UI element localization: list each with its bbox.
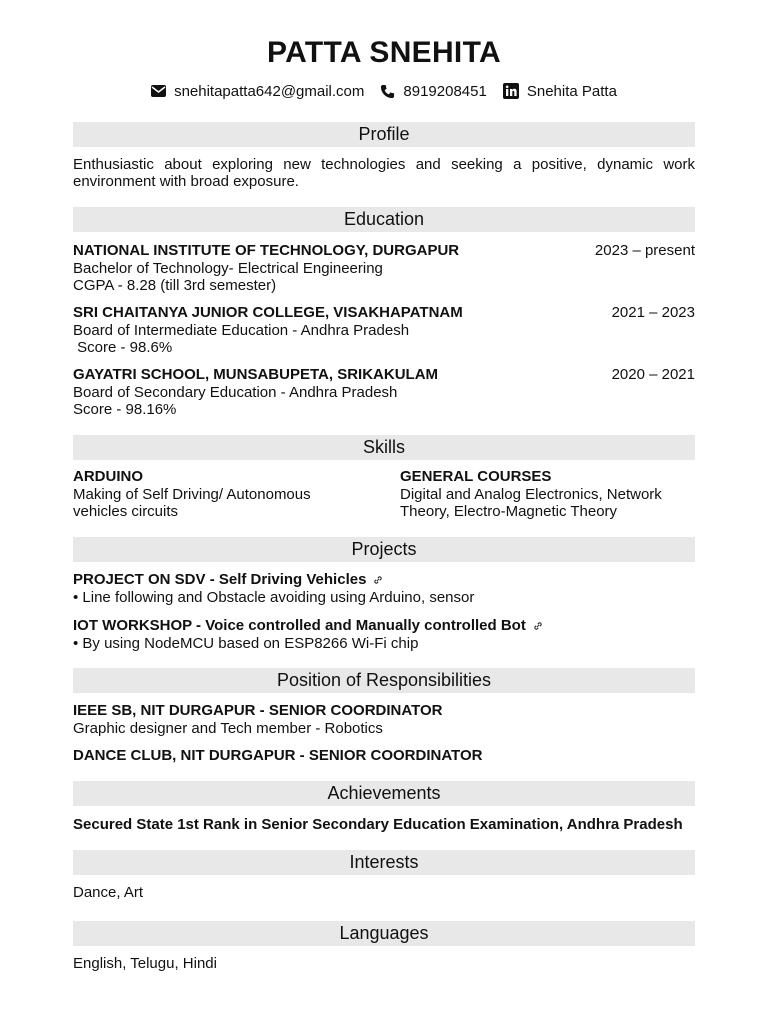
phone-contact[interactable] <box>380 83 486 100</box>
achievements-heading: Achievements <box>73 781 695 806</box>
phone-icon <box>380 84 395 99</box>
education-entry <box>73 366 695 418</box>
skill-block-arduino <box>73 468 373 521</box>
email-contact[interactable] <box>151 83 364 100</box>
education-entry <box>73 242 695 294</box>
position-item <box>73 702 695 737</box>
institution-name: SRI CHAITANYA JUNIOR COLLEGE, VISAKHAPATNAM <box>73 304 463 321</box>
linkedin-text[interactable]: Snehita Patta <box>526 82 617 100</box>
education-heading: Education <box>73 207 695 232</box>
phone-text[interactable]: 8919208451 <box>403 82 487 100</box>
achievement-text: Secured State 1st Rank in Senior Secondary Education Examination, Andhra Pradesh <box>73 816 683 833</box>
skill-detail-line: Making of Self Driving/ Autonomous <box>73 485 311 503</box>
skill-detail-line: Digital and Analog Electronics, Network <box>400 485 662 503</box>
degree-line: Board of Intermediate Education - Andhra Pradesh <box>73 321 410 339</box>
interests-text: Dance, Art <box>73 884 144 901</box>
linkedin-contact[interactable] <box>503 83 617 100</box>
position-title: IEEE SB, NIT DURGAPUR - SENIOR COORDINATOR <box>73 702 443 719</box>
languages-text: English, Telugu, Hindi <box>73 955 217 972</box>
score-line: CGPA - 8.28 (till 3rd semester) <box>73 277 277 294</box>
link-icon[interactable] <box>372 574 384 586</box>
institution-name: NATIONAL INSTITUTE OF TECHNOLOGY, DURGAPUR <box>73 242 460 259</box>
email-text[interactable]: snehitapatta642@gmail.com <box>174 82 365 100</box>
position-detail: Graphic designer and Tech member - Robotics <box>73 719 383 737</box>
project-bullet: • Line following and Obstacle avoiding using Arduino, sensor <box>73 588 475 606</box>
profile-line-1: Enthusiastic about exploring new technologies and seeking a positive, dynamic work <box>73 156 695 173</box>
project-title: IOT WORKSHOP - Voice controlled and Manually controlled Bot <box>73 617 526 634</box>
profile-line-2: environment with broad exposure. <box>73 173 299 190</box>
degree-line: Bachelor of Technology- Electrical Engineering <box>73 259 383 277</box>
institution-name: GAYATRI SCHOOL, MUNSABUPETA, SRIKAKULAM <box>73 366 439 383</box>
education-dates: 2023 – present <box>594 242 695 259</box>
education-dates: 2020 – 2021 <box>611 366 695 383</box>
project-title-row <box>73 617 695 635</box>
score-line: Score - 98.16% <box>73 401 177 418</box>
contact-bar <box>73 81 695 101</box>
profile-heading: Profile <box>73 122 695 147</box>
skills-row <box>73 468 695 520</box>
position-title: DANCE CLUB, NIT DURGAPUR - SENIOR COORDINATOR <box>73 747 483 764</box>
skill-block-general-courses <box>400 468 695 521</box>
skill-title: GENERAL COURSES <box>400 468 552 485</box>
projects-heading: Projects <box>73 537 695 562</box>
candidate-name: PATTA SNEHITA <box>267 36 501 69</box>
skill-detail-line: vehicles circuits <box>73 503 179 520</box>
positions-heading: Position of Responsibilities <box>73 668 695 693</box>
project-item <box>73 571 695 606</box>
score-line: Score - 98.6% <box>73 339 173 356</box>
project-title-row <box>73 571 695 589</box>
project-bullet: • By using NodeMCU based on ESP8266 Wi-Fi chip <box>73 634 419 652</box>
link-icon[interactable] <box>532 620 544 632</box>
project-title: PROJECT ON SDV - Self Driving Vehicles <box>73 571 367 588</box>
degree-line: Board of Secondary Education - Andhra Pradesh <box>73 383 398 401</box>
envelope-icon <box>151 85 166 97</box>
languages-heading: Languages <box>73 921 695 946</box>
skill-title: ARDUINO <box>73 468 143 485</box>
position-item <box>73 747 695 765</box>
skills-heading: Skills <box>73 435 695 460</box>
skill-detail-line: Theory, Electro-Magnetic Theory <box>400 503 618 520</box>
education-entry <box>73 304 695 356</box>
linkedin-icon <box>503 83 519 99</box>
project-item <box>73 617 695 652</box>
education-dates: 2021 – 2023 <box>611 304 695 321</box>
interests-heading: Interests <box>73 850 695 875</box>
